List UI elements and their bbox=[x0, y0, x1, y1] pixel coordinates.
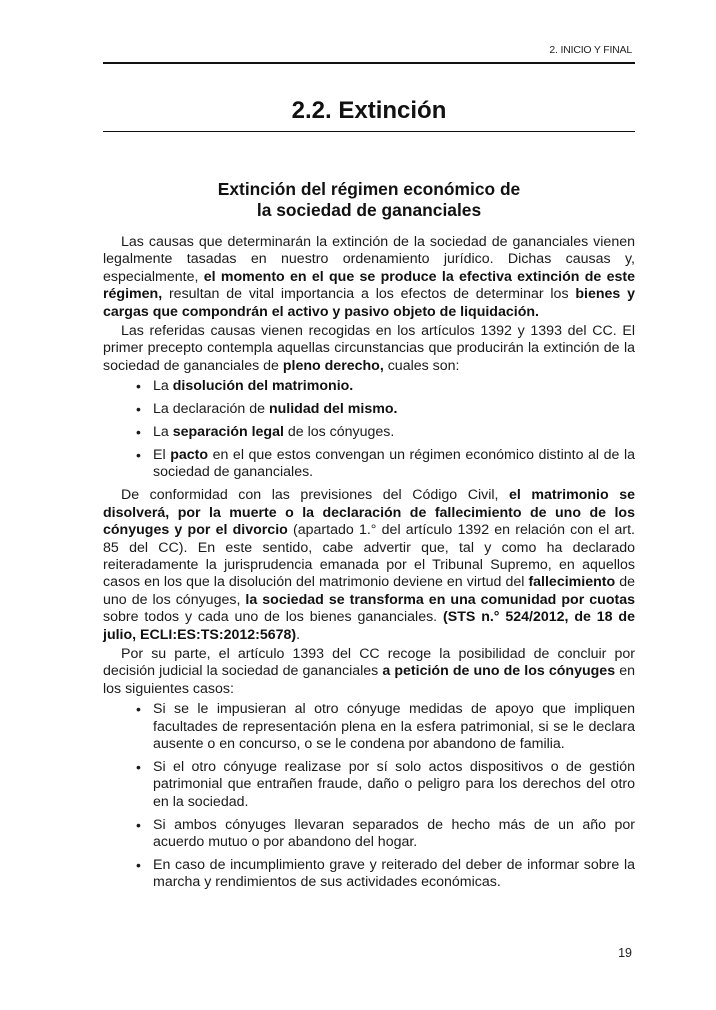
title-rule bbox=[103, 131, 635, 132]
bullet-item bbox=[153, 759, 635, 811]
text-run: El bbox=[153, 446, 171, 463]
text-run: De conformidad con las previsiones del Código Civil, bbox=[121, 487, 510, 504]
bold-text: a petición de uno de los cónyuges bbox=[382, 663, 616, 680]
text-run: La bbox=[153, 424, 173, 441]
bullet-item bbox=[153, 701, 635, 753]
text-run: La bbox=[153, 378, 173, 395]
page-number: 19 bbox=[618, 946, 632, 960]
section-heading bbox=[103, 179, 635, 221]
bullet-item bbox=[153, 401, 635, 418]
bold-text: el matrimonio se disolverá, por la muerte o la declaración de fallecimiento de uno de los cónyuges y por el divorcio bbox=[103, 487, 635, 539]
paragraph-causes-intro bbox=[103, 234, 635, 321]
text-run: Si el otro cónyuge realizase por sí solo actos dispositivos o de gestión patrimonial que entrañen fraude, daño o peligro para los derechos del otro en la sociedad. bbox=[153, 758, 635, 810]
bold-text: nulidad del mismo. bbox=[268, 401, 398, 418]
paragraph-article-1393 bbox=[103, 646, 635, 698]
bold-text: fallecimiento bbox=[528, 574, 616, 591]
text-run: en el que estos convengan un régimen económico distinto al de la sociedad de gananciales. bbox=[153, 446, 636, 481]
text-run: en los siguientes casos: bbox=[103, 663, 635, 697]
text-run: cuales son: bbox=[383, 357, 460, 374]
bullet-item bbox=[153, 378, 635, 395]
text-run: Las causas que determinarán la extinción de la sociedad de gananciales vienen legalmente tasadas en nuestro ordenamiento jurídico. Dichas causas y, especialmente, bbox=[103, 234, 635, 285]
text-run: de los cónyuges. bbox=[283, 424, 395, 441]
bold-text: pleno derecho, bbox=[282, 357, 384, 374]
running-head: 2. INICIO Y FINAL bbox=[549, 44, 632, 56]
body-text bbox=[103, 234, 635, 897]
bullet-item bbox=[153, 817, 635, 852]
bullet-item bbox=[153, 857, 635, 892]
text-run: sobre todos y cada uno de los bienes gananciales. bbox=[103, 609, 443, 626]
section-heading-line-1: Extinción del régimen económico de bbox=[217, 179, 521, 199]
bold-text: el momento en el que se produce la efectiva extinción de este régimen, bbox=[103, 268, 635, 303]
list-judicial-causes bbox=[103, 701, 635, 892]
section-heading-line-2: la sociedad de gananciales bbox=[256, 200, 482, 220]
text-run: Si ambos cónyuges llevaran separados de hecho más de un año por acuerdo mutuo o por abandono del hogar. bbox=[153, 816, 635, 850]
text-run: Si se le impusieran al otro cónyuge medidas de apoyo que impliquen facultades de representación plena en la esfera patrimonial, si se le declara ausente o en concurso, o se le condena por abandono de familia. bbox=[153, 701, 635, 752]
text-run: La declaración de bbox=[153, 401, 269, 418]
text-run: Por su parte, el artículo 1393 del CC recoge la posibilidad de concluir por decisión judicial la sociedad de gananciales bbox=[103, 645, 635, 680]
bullet-item bbox=[153, 447, 635, 482]
bold-text: separación legal bbox=[172, 424, 284, 441]
bullet-item bbox=[153, 424, 635, 441]
bold-text: pacto bbox=[170, 446, 209, 463]
list-full-right-causes bbox=[103, 378, 635, 482]
bold-text: disolución del matrimonio. bbox=[172, 378, 354, 395]
text-run: Las referidas causas vienen recogidas en los artículos 1392 y 1393 del CC. El primer precepto contempla aquellas circunstancias que producirán la extinción de la sociedad de gananciales de bbox=[103, 323, 635, 374]
bold-text: la sociedad se transforma en una comunidad por cuotas bbox=[245, 591, 635, 608]
text-run: (apartado 1.° del artículo 1392 en relación con el art. 85 del CC). En este sentido, cabe advertir que, tal y como ha declarado reiteradamente la jurisprudencia emanada por el Tribunal Supremo, en aquellos casos en los que la disolución del matrimonio deviene en virtud del bbox=[103, 522, 635, 591]
bold-text: (STS n.° 524/2012, de 18 de julio, ECLI:ES:TS:2012:5678) bbox=[103, 609, 635, 643]
text-run: En caso de incumplimiento grave y reiterado del deber de informar sobre la marcha y rendimientos de sus actividades económicas. bbox=[153, 856, 635, 891]
header-rule bbox=[103, 62, 635, 64]
text-run: de uno de los cónyuges, bbox=[103, 574, 635, 608]
chapter-title: 2.2. Extinción bbox=[291, 97, 447, 124]
paragraph-civil-code bbox=[103, 487, 635, 644]
bold-text: bienes y cargas que compondrán el activo y pasivo objeto de liquidación. bbox=[103, 286, 635, 320]
text-run: . bbox=[296, 626, 301, 643]
text-run: resultan de vital importancia a los efectos de determinar los bbox=[162, 286, 576, 303]
paragraph-articles bbox=[103, 323, 635, 375]
